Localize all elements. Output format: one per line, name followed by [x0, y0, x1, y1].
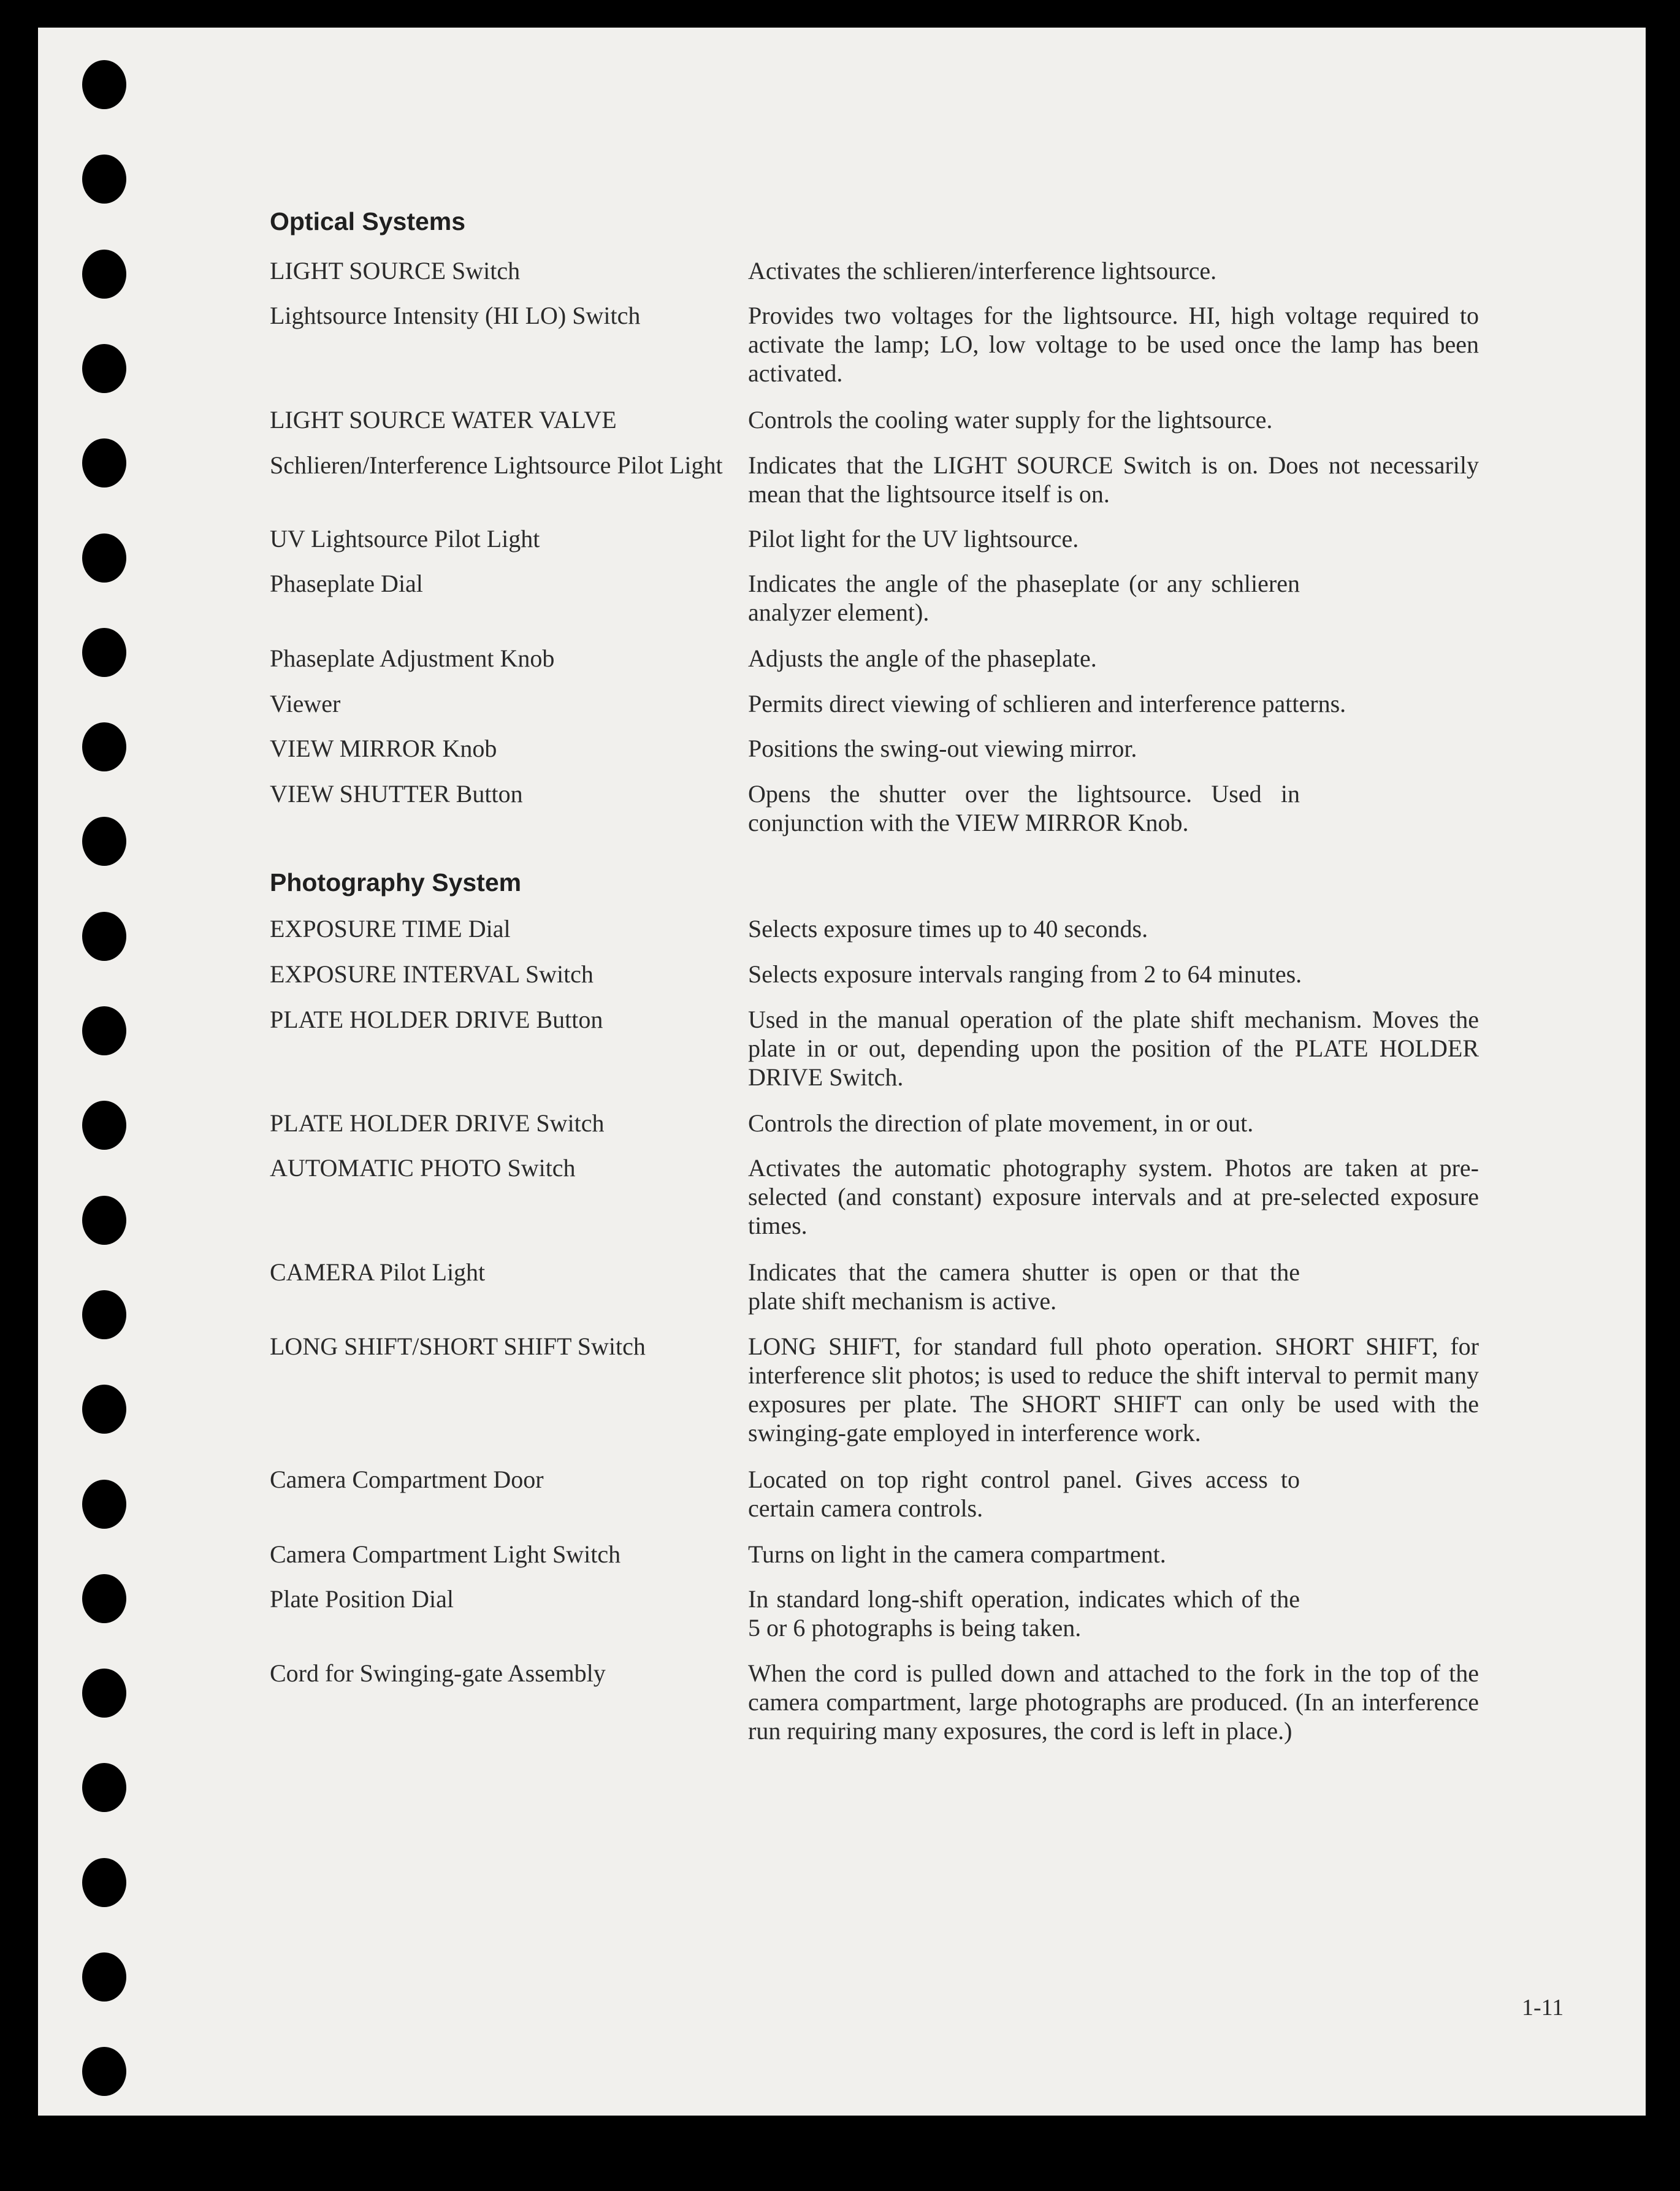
binder-hole	[82, 1952, 126, 2002]
item-term: CAMERA Pilot Light	[270, 1258, 486, 1286]
item-term: Schlieren/Interference Lightsource Pilot Light	[270, 451, 723, 479]
item-term: Camera Compartment Door	[270, 1466, 544, 1493]
item-term: Camera Compartment Light Switch	[270, 1540, 621, 1568]
binder-hole	[82, 1006, 126, 1055]
item-description: Permits direct viewing of schlieren and interference patterns.	[748, 690, 1346, 717]
binder-hole	[82, 155, 126, 204]
item-description: Indicates that the camera shutter is open or that the plate shift mechanism is active.	[748, 1258, 1300, 1315]
binder-hole	[82, 817, 126, 866]
binder-hole	[82, 1574, 126, 1623]
item-term: LIGHT SOURCE WATER VALVE	[270, 406, 617, 434]
binder-hole	[82, 250, 126, 299]
item-term: VIEW MIRROR Knob	[270, 735, 497, 762]
item-description: Turns on light in the camera compartment.	[748, 1540, 1166, 1568]
item-description: Selects exposure intervals ranging from 2 to 64 minutes.	[748, 960, 1302, 988]
page-number: 1-11	[1522, 1995, 1564, 2021]
item-term: Phaseplate Adjustment Knob	[270, 644, 555, 672]
item-term: LIGHT SOURCE Switch	[270, 257, 521, 285]
item-description: Positions the swing-out viewing mirror.	[748, 735, 1137, 762]
binder-hole	[82, 1763, 126, 1812]
section-heading-photography-system: Photography System	[270, 868, 522, 897]
item-term: UV Lightsource Pilot Light	[270, 525, 540, 553]
item-term: Phaseplate Dial	[270, 570, 423, 597]
binder-hole	[82, 1858, 126, 1907]
binder-hole	[82, 438, 126, 488]
section-heading-optical-systems: Optical Systems	[270, 207, 466, 235]
item-term: EXPOSURE TIME Dial	[270, 915, 511, 943]
item-description: Indicates the angle of the phaseplate (or any schlieren analyzer element).	[748, 570, 1300, 626]
binder-hole	[82, 1385, 126, 1434]
item-description: Used in the manual operation of the plate shift mechanism. Moves the plate in or out, depending upon the position of the PLATE HOLDER DRIVE Switch.	[748, 1006, 1479, 1091]
item-term: AUTOMATIC PHOTO Switch	[270, 1154, 576, 1182]
item-description: When the cord is pulled down and attached to the fork in the top of the camera compartment, large photographs are produced. (In an interference run requiring many exposures, the cord is left in place.)	[748, 1659, 1479, 1745]
binder-hole	[82, 60, 126, 109]
item-description: LONG SHIFT, for standard full photo operation. SHORT SHIFT, for interference slit photos; is used to reduce the shift interval to permit many exposures per plate. The SHORT SHIFT can only be used with the swinging-gate employed in interference work.	[748, 1333, 1479, 1447]
binder-hole	[82, 1669, 126, 1718]
item-term: EXPOSURE INTERVAL Switch	[270, 960, 594, 988]
item-term: VIEW SHUTTER Button	[270, 780, 523, 808]
item-term: Plate Position Dial	[270, 1585, 454, 1613]
item-term: Lightsource Intensity (HI LO) Switch	[270, 302, 641, 329]
binder-hole	[82, 1290, 126, 1339]
item-description: Controls the direction of plate movement, in or out.	[748, 1109, 1254, 1137]
binder-hole	[82, 722, 126, 771]
item-term: Viewer	[270, 690, 341, 717]
binder-hole	[82, 1196, 126, 1245]
item-description: In standard long-shift operation, indicates which of the 5 or 6 photographs is being taken.	[748, 1585, 1300, 1642]
binder-hole	[82, 2047, 126, 2096]
binder-hole	[82, 628, 126, 677]
item-description: Pilot light for the UV lightsource.	[748, 525, 1079, 553]
item-description: Activates the automatic photography system. Photos are taken at pre-selected (and constant) exposure intervals and at pre-selected exposure times.	[748, 1154, 1479, 1239]
item-description: Activates the schlieren/interference lightsource.	[748, 257, 1217, 285]
item-description: Indicates that the LIGHT SOURCE Switch is on. Does not necessarily mean that the lightsource itself is on.	[748, 451, 1479, 508]
binder-hole	[82, 1101, 126, 1150]
item-description: Provides two voltages for the lightsource. HI, high voltage required to activate the lamp; LO, low voltage to be used once the lamp has been activated.	[748, 302, 1479, 387]
item-term: LONG SHIFT/SHORT SHIFT Switch	[270, 1333, 646, 1360]
binder-hole	[82, 533, 126, 583]
binder-hole	[82, 344, 126, 393]
binder-hole	[82, 912, 126, 961]
item-description: Selects exposure times up to 40 seconds.	[748, 915, 1148, 943]
item-description: Located on top right control panel. Gives access to certain camera controls.	[748, 1466, 1300, 1522]
item-description: Opens the shutter over the lightsource. Used in conjunction with the VIEW MIRROR Knob.	[748, 780, 1300, 836]
item-description: Controls the cooling water supply for the lightsource.	[748, 406, 1273, 434]
item-term: PLATE HOLDER DRIVE Switch	[270, 1109, 605, 1137]
item-term: Cord for Swinging-gate Assembly	[270, 1659, 606, 1687]
binder-hole	[82, 1480, 126, 1529]
item-term: PLATE HOLDER DRIVE Button	[270, 1006, 603, 1033]
item-description: Adjusts the angle of the phaseplate.	[748, 644, 1097, 672]
